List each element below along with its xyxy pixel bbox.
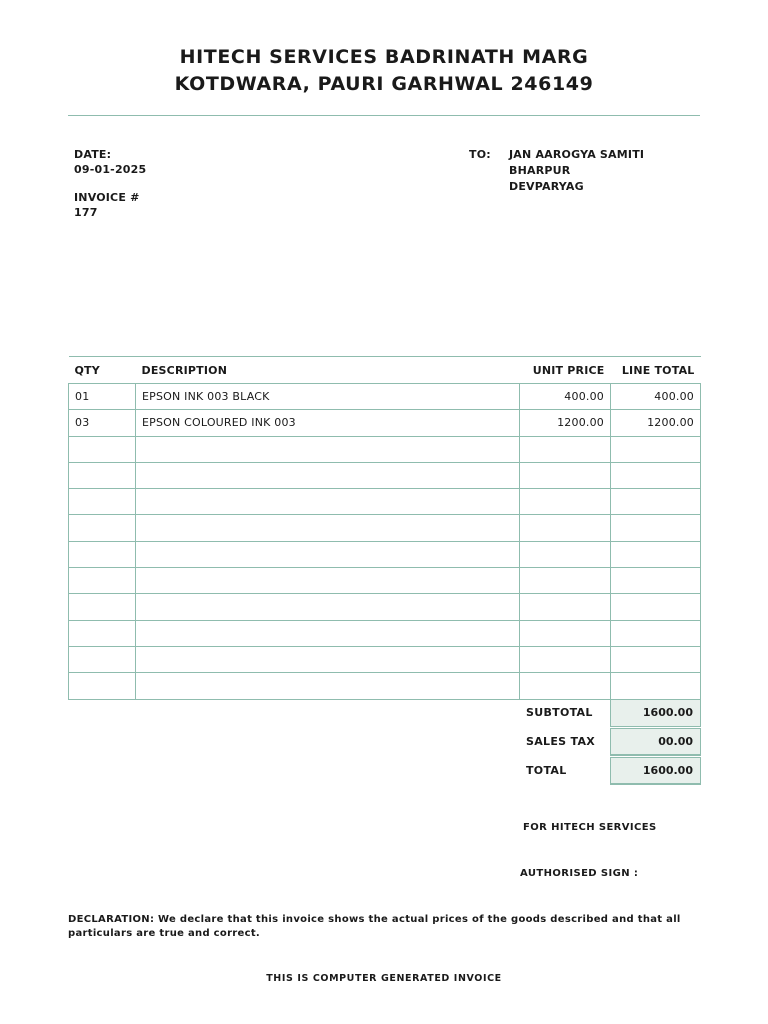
table-row bbox=[69, 620, 701, 646]
cell-qty bbox=[69, 436, 136, 462]
items-table bbox=[68, 356, 701, 700]
cell-line-total bbox=[611, 541, 701, 567]
cell-line-total: 400.00 bbox=[611, 384, 701, 410]
sales-tax-row bbox=[519, 728, 701, 757]
totals-block bbox=[519, 699, 701, 786]
invoice-number-block bbox=[74, 190, 140, 220]
cell-line-total bbox=[611, 568, 701, 594]
cell-description: EPSON INK 003 BLACK bbox=[136, 384, 520, 410]
cell-qty: 01 bbox=[69, 384, 136, 410]
table-row bbox=[69, 489, 701, 515]
recipient-block bbox=[509, 147, 644, 195]
recipient-label: TO: bbox=[469, 148, 491, 161]
total-label: TOTAL bbox=[526, 764, 567, 777]
date-label: DATE: bbox=[74, 148, 112, 161]
cell-description bbox=[136, 541, 520, 567]
cell-unit-price bbox=[520, 541, 611, 567]
cell-qty bbox=[69, 568, 136, 594]
cell-unit-price bbox=[520, 515, 611, 541]
sales-tax-value: 00.00 bbox=[610, 728, 701, 756]
cell-unit-price: 400.00 bbox=[520, 384, 611, 410]
company-address: KOTDWARA, PAURI GARHWAL 246149 bbox=[174, 73, 594, 95]
cell-description: EPSON COLOURED INK 003 bbox=[136, 410, 520, 436]
cell-qty bbox=[69, 489, 136, 515]
cell-line-total bbox=[611, 462, 701, 488]
cell-qty: 03 bbox=[69, 410, 136, 436]
cell-description bbox=[136, 646, 520, 672]
cell-description bbox=[136, 620, 520, 646]
cell-qty bbox=[69, 673, 136, 699]
cell-line-total bbox=[611, 594, 701, 620]
cell-line-total bbox=[611, 673, 701, 699]
subtotal-label: SUBTOTAL bbox=[526, 706, 593, 719]
subtotal-value: 1600.00 bbox=[610, 699, 701, 727]
cell-line-total bbox=[611, 515, 701, 541]
total-row bbox=[519, 757, 701, 786]
cell-unit-price bbox=[520, 620, 611, 646]
table-row bbox=[69, 462, 701, 488]
table-header-row bbox=[69, 357, 701, 384]
date-block bbox=[74, 147, 146, 177]
cell-line-total: 1200.00 bbox=[611, 410, 701, 436]
cell-unit-price bbox=[520, 594, 611, 620]
total-value: 1600.00 bbox=[610, 757, 701, 785]
table-row bbox=[69, 646, 701, 672]
invoice-number-value: 177 bbox=[74, 206, 98, 219]
cell-description bbox=[136, 673, 520, 699]
cell-qty bbox=[69, 646, 136, 672]
cell-unit-price bbox=[520, 646, 611, 672]
header-description: DESCRIPTION bbox=[141, 363, 228, 377]
cell-qty bbox=[69, 515, 136, 541]
cell-description bbox=[136, 489, 520, 515]
cell-line-total bbox=[611, 620, 701, 646]
table-row bbox=[69, 594, 701, 620]
declaration-label: DECLARATION: bbox=[68, 914, 155, 925]
cell-line-total bbox=[611, 646, 701, 672]
date-value: 09-01-2025 bbox=[74, 163, 147, 176]
cell-qty bbox=[69, 541, 136, 567]
cell-description bbox=[136, 436, 520, 462]
company-name: HITECH SERVICES BADRINATH MARG bbox=[179, 46, 589, 68]
cell-unit-price: 1200.00 bbox=[520, 410, 611, 436]
declaration-text: We declare that this invoice shows the actual prices of the goods described and that all particulars are true and correct. bbox=[68, 914, 681, 939]
cell-qty bbox=[69, 620, 136, 646]
table-row bbox=[69, 541, 701, 567]
cell-unit-price bbox=[520, 568, 611, 594]
cell-line-total bbox=[611, 489, 701, 515]
footer-note: THIS IS COMPUTER GENERATED INVOICE bbox=[266, 973, 502, 984]
header-line-total: LINE TOTAL bbox=[621, 363, 695, 377]
table-row bbox=[69, 410, 701, 436]
recipient-line3: DEVPARYAG bbox=[509, 180, 584, 193]
table-row bbox=[69, 673, 701, 699]
table-row bbox=[69, 436, 701, 462]
cell-unit-price bbox=[520, 489, 611, 515]
header-divider bbox=[68, 115, 700, 116]
table-row bbox=[69, 515, 701, 541]
cell-unit-price bbox=[520, 436, 611, 462]
cell-description bbox=[136, 515, 520, 541]
sales-tax-label: SALES TAX bbox=[526, 735, 596, 748]
for-company-label: FOR HITECH SERVICES bbox=[523, 822, 657, 833]
table-row bbox=[69, 568, 701, 594]
header-qty: QTY bbox=[74, 363, 100, 377]
cell-description bbox=[136, 594, 520, 620]
cell-qty bbox=[69, 594, 136, 620]
company-header bbox=[0, 44, 768, 98]
cell-description bbox=[136, 568, 520, 594]
table-row bbox=[69, 384, 701, 410]
declaration bbox=[68, 913, 700, 941]
authorised-sign-label: AUTHORISED SIGN : bbox=[520, 868, 639, 879]
invoice-number-label: INVOICE # bbox=[74, 191, 140, 204]
cell-line-total bbox=[611, 436, 701, 462]
header-unit-price: UNIT PRICE bbox=[532, 363, 605, 377]
recipient-line2: BHARPUR bbox=[509, 164, 571, 177]
cell-unit-price bbox=[520, 673, 611, 699]
cell-description bbox=[136, 462, 520, 488]
cell-unit-price bbox=[520, 462, 611, 488]
cell-qty bbox=[69, 462, 136, 488]
recipient-name: JAN AAROGYA SAMITI bbox=[509, 148, 645, 161]
subtotal-row bbox=[519, 699, 701, 728]
